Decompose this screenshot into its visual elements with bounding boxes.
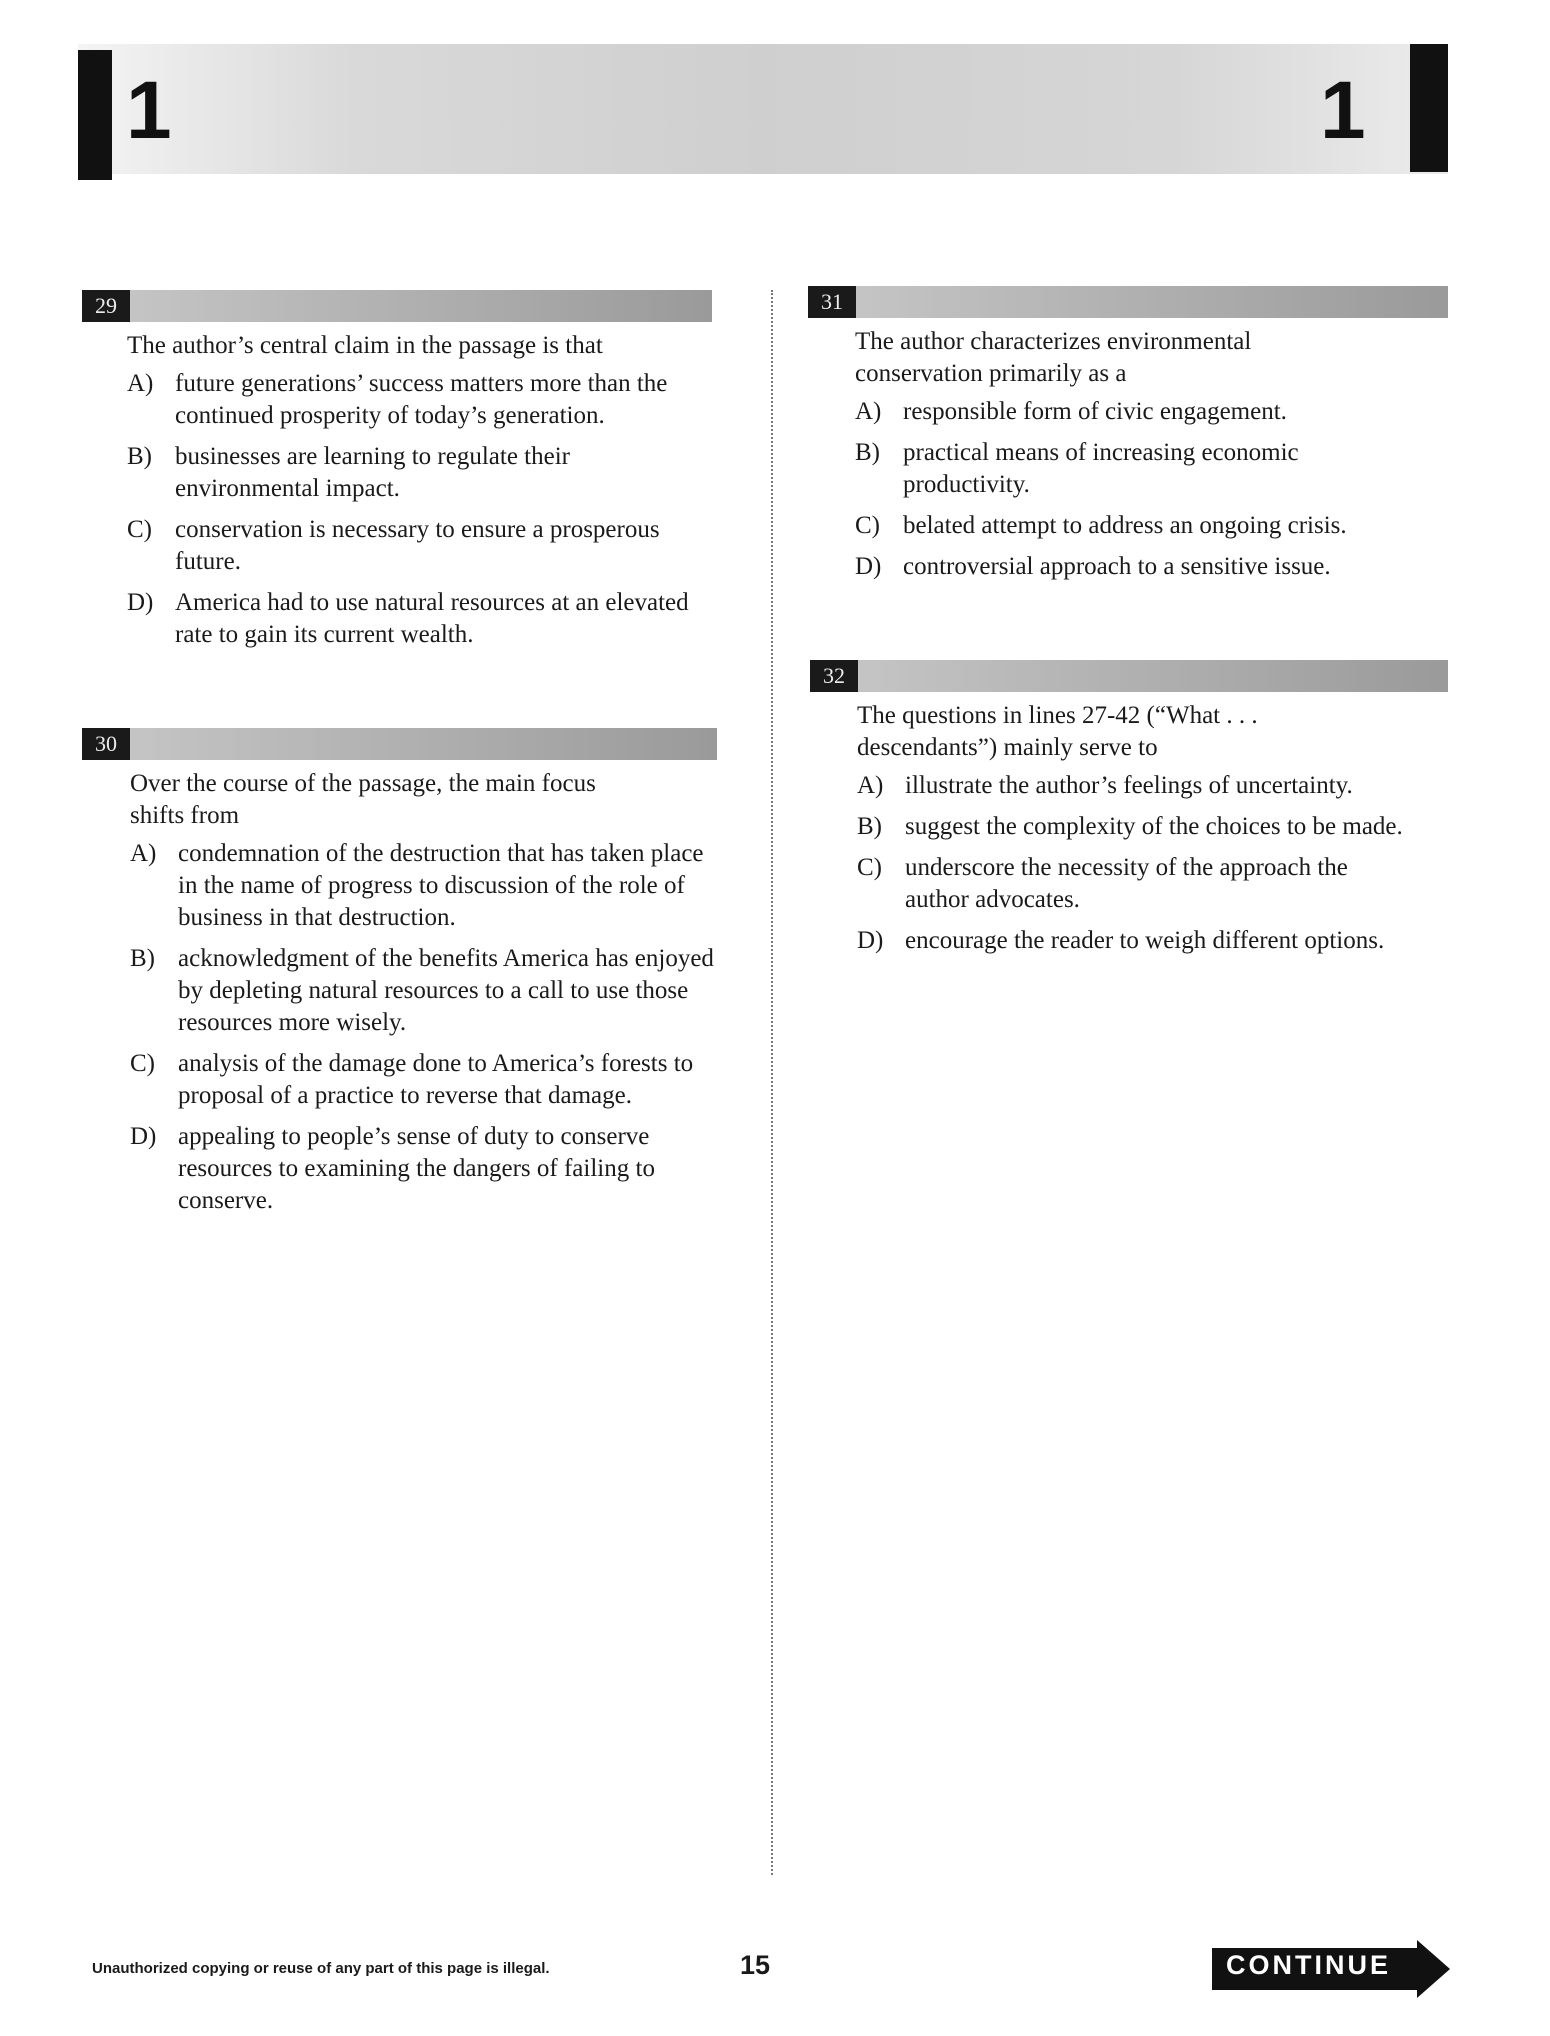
answer-choice-b[interactable]	[130, 943, 717, 1039]
choice-text: acknowledgment of the benefits America has enjoyed by depleting natural resources to a call to use those resources more wisely.	[178, 945, 714, 1036]
answer-choice-d[interactable]	[857, 925, 1448, 957]
choice-letter: C)	[130, 1050, 155, 1077]
section-number-left: 1	[126, 65, 172, 156]
page-number: 15	[740, 1950, 771, 1980]
choice-text: future generations’ success matters more than the continued prosperity of today’s generation.	[175, 370, 668, 429]
question-30	[82, 728, 717, 1226]
answer-choice-b[interactable]	[127, 441, 712, 505]
choice-letter: B)	[127, 443, 152, 470]
choice-letter: D)	[130, 1123, 157, 1150]
question-32	[810, 660, 1448, 966]
continue-button[interactable]	[1212, 1940, 1450, 1998]
question-stem: The questions in lines 27-42 (“What . . . descendants”) mainly serve to	[857, 702, 1258, 761]
question-29	[82, 290, 712, 660]
question-header-bar	[810, 660, 1448, 692]
choice-letter: D)	[857, 927, 884, 954]
section-header-band	[78, 44, 1448, 174]
choice-text: conservation is necessary to ensure a prosperous future.	[175, 516, 660, 575]
choice-letter: D)	[127, 589, 154, 616]
question-number: 30	[82, 728, 130, 760]
answer-choice-a[interactable]	[130, 838, 717, 934]
answer-choice-c[interactable]	[855, 510, 1448, 542]
question-31	[808, 286, 1448, 592]
choice-letter: C)	[127, 516, 152, 543]
answer-choice-b[interactable]	[857, 811, 1448, 843]
copyright-notice: Unauthorized copying or reuse of any part of this page is illegal.	[92, 1960, 550, 1977]
choice-text: condemnation of the destruction that has taken place in the name of progress to discussion of the role of business in that destruction.	[178, 840, 704, 931]
choice-letter: B)	[855, 439, 880, 466]
answer-choice-c[interactable]	[857, 852, 1448, 916]
question-stem: The author characterizes environmental conservation primarily as a	[855, 328, 1252, 387]
section-marker-left	[78, 50, 112, 180]
choice-text: practical means of increasing economic productivity.	[903, 439, 1299, 498]
column-divider	[771, 290, 773, 1875]
question-stem: The author’s central claim in the passage is that	[127, 332, 603, 359]
choice-letter: B)	[857, 813, 882, 840]
choice-text: underscore the necessity of the approach the author advocates.	[905, 854, 1348, 913]
choice-letter: A)	[855, 398, 882, 425]
choice-text: appealing to people’s sense of duty to conserve resources to examining the dangers of failing to conserve.	[178, 1123, 655, 1214]
choice-text: illustrate the author’s feelings of uncertainty.	[905, 772, 1353, 799]
answer-choice-d[interactable]	[130, 1121, 717, 1217]
choice-text: businesses are learning to regulate their environmental impact.	[175, 443, 570, 502]
choice-letter: D)	[855, 553, 882, 580]
question-number: 31	[808, 286, 856, 318]
section-number-right: 1	[1320, 65, 1366, 156]
question-number: 32	[810, 660, 858, 692]
choice-letter: B)	[130, 945, 155, 972]
choice-text: analysis of the damage done to America’s forests to proposal of a practice to reverse that damage.	[178, 1050, 694, 1109]
choice-letter: A)	[857, 772, 884, 799]
answer-choice-a[interactable]	[855, 396, 1448, 428]
continue-label: CONTINUE	[1226, 1950, 1391, 1980]
question-number: 29	[82, 290, 130, 322]
answer-choice-c[interactable]	[130, 1048, 717, 1112]
choice-letter: A)	[130, 840, 157, 867]
question-header-bar	[808, 286, 1448, 318]
choice-letter: A)	[127, 370, 154, 397]
choice-text: America had to use natural resources at an elevated rate to gain its current wealth.	[175, 589, 689, 648]
choice-text: responsible form of civic engagement.	[903, 398, 1287, 425]
answer-choice-a[interactable]	[127, 368, 712, 432]
answer-choice-d[interactable]	[127, 587, 712, 651]
section-marker-right	[1410, 44, 1448, 172]
answer-choice-c[interactable]	[127, 514, 712, 578]
question-header-bar	[82, 290, 712, 322]
answer-choice-b[interactable]	[855, 437, 1448, 501]
question-stem: Over the course of the passage, the main focus shifts from	[130, 770, 596, 829]
question-header-bar	[82, 728, 717, 760]
choice-letter: C)	[857, 854, 882, 881]
choice-text: suggest the complexity of the choices to be made.	[905, 813, 1403, 840]
choice-letter: C)	[855, 512, 880, 539]
answer-choice-d[interactable]	[855, 551, 1448, 583]
answer-choice-a[interactable]	[857, 770, 1448, 802]
choice-text: controversial approach to a sensitive issue.	[903, 553, 1331, 580]
choice-text: encourage the reader to weigh different options.	[905, 927, 1385, 954]
choice-text: belated attempt to address an ongoing crisis.	[903, 512, 1347, 539]
